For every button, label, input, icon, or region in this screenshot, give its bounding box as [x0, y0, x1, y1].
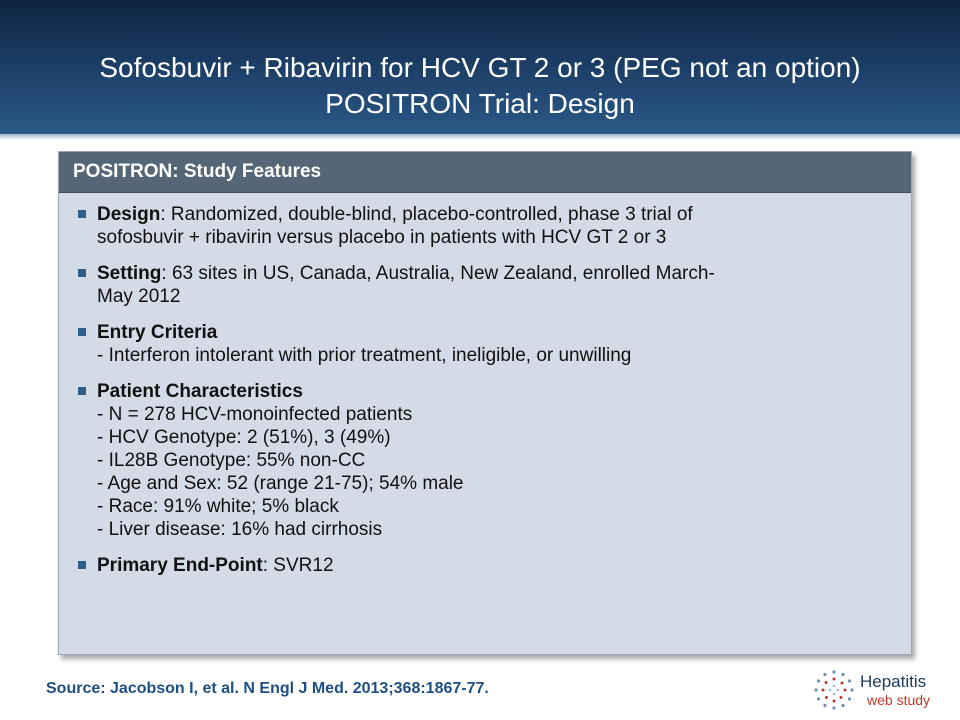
item-subline: - N = 278 HCV-monoinfected patients — [97, 404, 413, 425]
item-subline: - Race: 91% white; 5% black — [97, 496, 339, 517]
item-subline: - Liver disease: 16% had cirrhosis — [97, 519, 383, 540]
item-text-continued: May 2012 — [97, 286, 181, 307]
bullet-square-icon — [78, 269, 86, 277]
item-text: : Randomized, double-blind, placebo-controlled, phase 3 trial of — [160, 204, 693, 225]
features-list — [77, 203, 897, 590]
item-label: Setting — [97, 263, 162, 284]
card-header-label: POSITRON: Study Features — [73, 161, 322, 182]
title-divider — [0, 134, 960, 140]
item-label: Entry Criteria — [97, 322, 218, 343]
slide-title-line2: POSITRON Trial: Design — [325, 88, 635, 119]
list-item-primary-endpoint — [77, 554, 897, 577]
list-item-entry-criteria — [77, 321, 897, 367]
slide-title-line1: Sofosbuvir + Ribavirin for HCV GT 2 or 3 (PEG not an option) — [99, 52, 861, 83]
dot-circle-logo-icon — [812, 668, 856, 712]
bullet-square-icon — [78, 387, 86, 395]
item-text: : SVR12 — [262, 555, 334, 576]
item-subline: - IL28B Genotype: 55% non-CC — [97, 450, 366, 471]
list-item-design — [77, 203, 897, 249]
item-text: : 63 sites in US, Canada, Australia, New Zealand, enrolled March- — [161, 263, 715, 284]
item-label: Primary End-Point — [97, 555, 263, 576]
logo-wordmark: Hepatitis — [860, 672, 927, 691]
list-item-patient-characteristics — [77, 380, 897, 541]
source-citation: Source: Jacobson I, et al. N Engl J Med. 2013;368:1867-77. — [46, 680, 489, 697]
hepatitis-web-study-logo — [812, 668, 952, 712]
bullet-square-icon — [78, 328, 86, 336]
item-subline: - Age and Sex: 52 (range 21-75); 54% male — [97, 473, 464, 494]
bullet-square-icon — [78, 210, 86, 218]
study-features-card — [58, 151, 912, 655]
logo-tagline: web study — [867, 692, 931, 708]
item-label: Design — [97, 204, 161, 225]
item-text-continued: sofosbuvir + ribavirin versus placebo in patients with HCV GT 2 or 3 — [97, 227, 667, 248]
slide-title — [0, 50, 960, 122]
list-item-setting — [77, 262, 897, 308]
item-subline: - Interferon intolerant with prior treatment, ineligible, or unwilling — [97, 345, 632, 366]
bullet-square-icon — [78, 561, 86, 569]
card-header — [59, 152, 911, 193]
item-label: Patient Characteristics — [97, 381, 303, 402]
item-subline: - HCV Genotype: 2 (51%), 3 (49%) — [97, 427, 391, 448]
